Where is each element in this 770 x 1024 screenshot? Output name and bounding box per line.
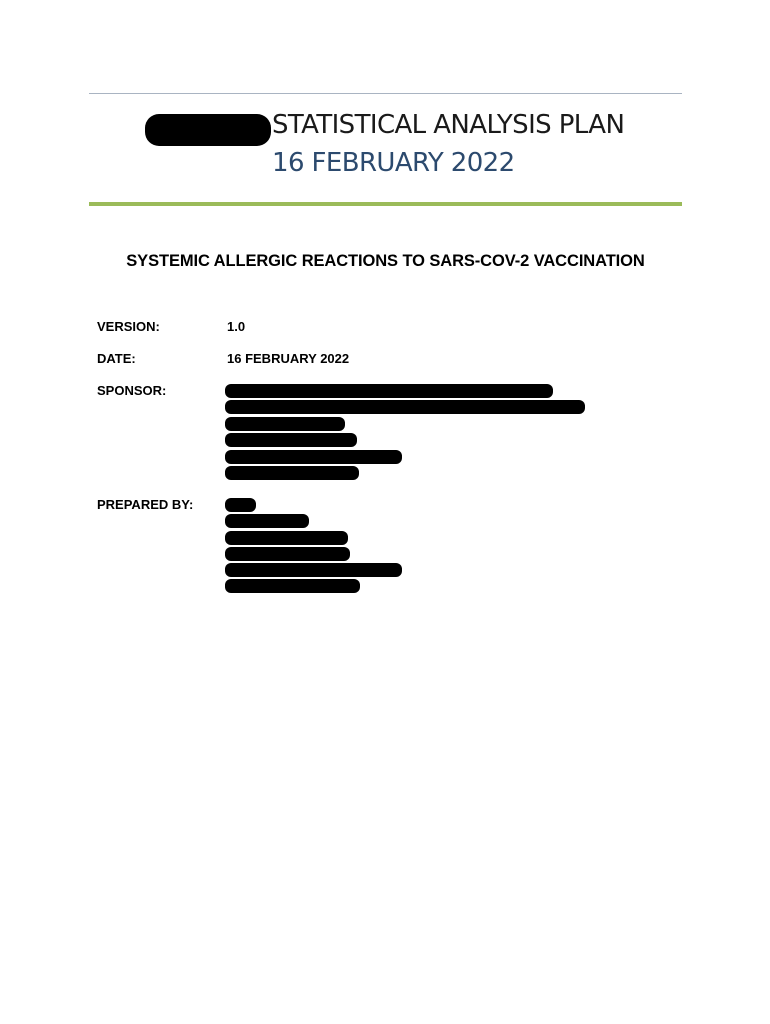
- version-value: 1.0: [227, 319, 246, 334]
- document-title: SYSTEMIC ALLERGIC REACTIONS TO SARS-COV-2 VACCINATION: [126, 252, 645, 270]
- sponsor-redaction-line: [225, 466, 359, 480]
- prepared-by-redaction-line: [225, 579, 360, 593]
- sponsor-redaction-line: [225, 433, 357, 447]
- prepared-by-redaction-line: [225, 514, 309, 528]
- prepared-by-redaction-line: [225, 498, 256, 512]
- sponsor-redaction-line: [225, 400, 585, 414]
- title-block: [89, 108, 682, 178]
- date-value: 16 FEBRUARY 2022: [227, 351, 350, 366]
- title-line: [89, 108, 682, 178]
- sponsor-redaction-line: [225, 417, 345, 431]
- prepared-by-label: PREPARED BY:: [97, 497, 194, 512]
- plan-date: 16 FEBRUARY 2022: [272, 148, 515, 178]
- sponsor-label: SPONSOR:: [97, 383, 167, 398]
- accent-divider: [89, 202, 682, 206]
- version-label: VERSION:: [97, 319, 160, 334]
- date-label: DATE:: [97, 351, 136, 366]
- sponsor-redaction-line: [225, 384, 553, 398]
- redaction-block: [145, 114, 271, 146]
- prepared-by-redaction-line: [225, 563, 402, 577]
- plan-title: STATISTICAL ANALYSIS PLAN: [272, 110, 625, 140]
- prepared-by-redaction-line: [225, 531, 348, 545]
- top-divider: [89, 93, 682, 94]
- sponsor-redaction-line: [225, 450, 402, 464]
- prepared-by-redaction-line: [225, 547, 350, 561]
